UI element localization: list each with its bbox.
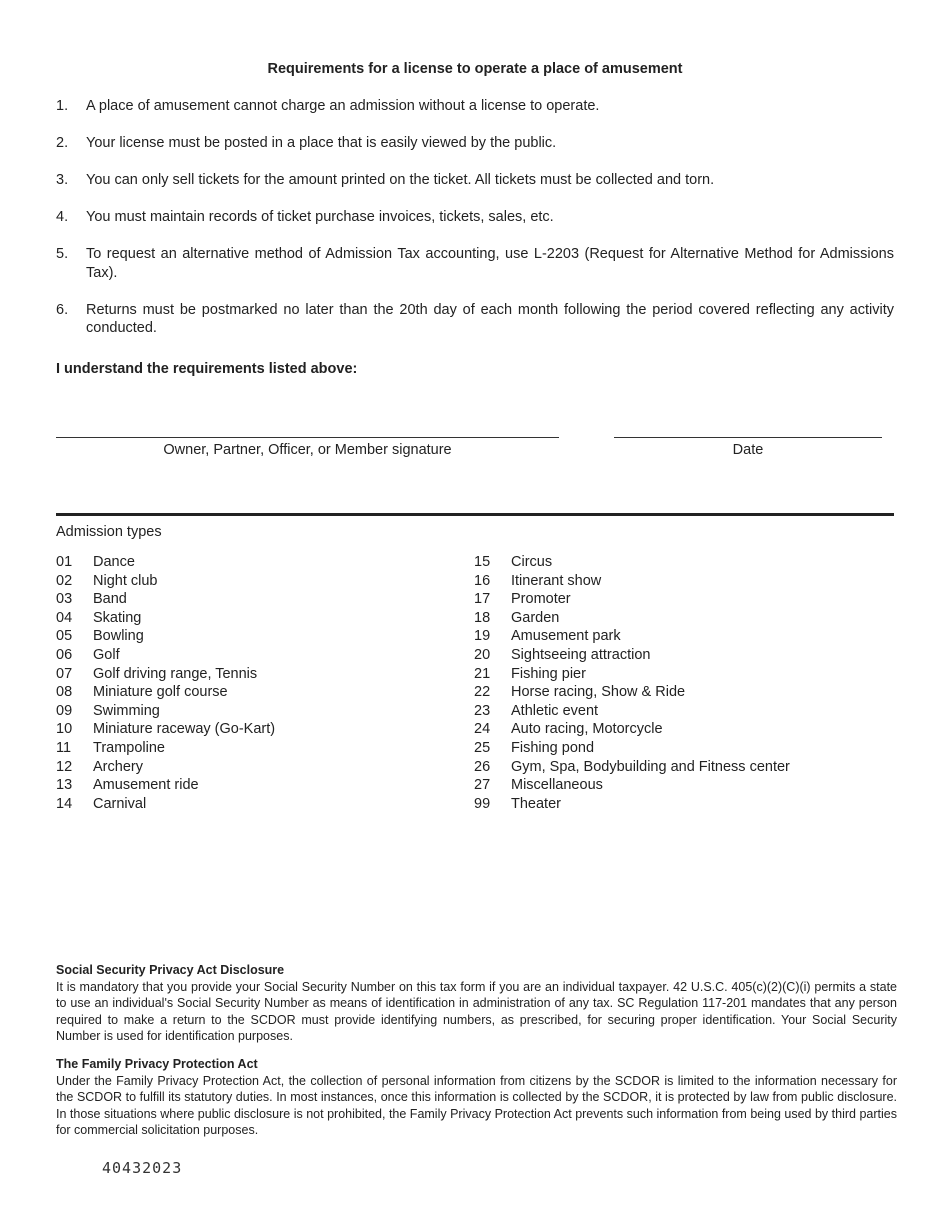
admission-type-item — [56, 590, 275, 609]
admission-type-item — [56, 553, 275, 572]
family-privacy-heading: The Family Privacy Protection Act — [56, 1057, 258, 1071]
admission-code: 19 — [474, 628, 491, 645]
admission-type-item — [474, 795, 790, 814]
signature-label: Owner, Partner, Officer, or Member signature — [163, 442, 452, 458]
admission-type-item — [474, 609, 790, 628]
admission-code: 99 — [474, 795, 491, 812]
admission-code: 23 — [474, 702, 491, 719]
admission-code: 14 — [56, 795, 73, 812]
admission-type-item — [56, 572, 275, 591]
admission-label: Carnival — [93, 795, 147, 812]
admission-type-item — [474, 683, 790, 702]
admission-type-item — [56, 646, 275, 665]
admission-label: Amusement ride — [93, 777, 199, 794]
requirement-text: A place of amusement cannot charge an admission without a license to operate. — [86, 98, 600, 114]
admission-label: Garden — [511, 609, 560, 626]
admission-type-item — [56, 702, 275, 721]
admission-code: 04 — [56, 609, 73, 626]
admission-type-item — [474, 758, 790, 777]
admission-type-item — [56, 720, 275, 739]
requirement-item — [56, 245, 894, 282]
admission-label: Fishing pier — [511, 665, 586, 682]
admission-label: Dance — [93, 554, 135, 570]
admission-code: 21 — [474, 665, 491, 682]
admission-code: 15 — [474, 554, 491, 570]
admission-code: 22 — [474, 684, 491, 701]
ssn-disclosure — [56, 962, 897, 1045]
admission-code: 09 — [56, 702, 73, 719]
admission-code: 08 — [56, 684, 73, 701]
requirement-item — [56, 134, 894, 153]
requirement-number: 1. — [56, 98, 69, 114]
admission-code: 24 — [474, 721, 491, 738]
admission-code: 05 — [56, 628, 73, 645]
requirement-item — [56, 171, 894, 190]
admission-code: 17 — [474, 591, 491, 608]
form-id-number: 40432023 — [102, 1159, 183, 1177]
admission-label: Circus — [511, 554, 553, 570]
admission-type-item — [474, 720, 790, 739]
admission-label: Miscellaneous — [511, 777, 603, 794]
admission-label: Night club — [93, 572, 158, 589]
requirement-text: To request an alternative method of Admission Tax accounting, use L-2203 (Request for Alternative Method for Admissions Tax). — [86, 246, 894, 281]
admission-code: 06 — [56, 646, 73, 663]
admission-list-left — [56, 553, 275, 813]
admission-type-item — [56, 758, 275, 777]
admission-label: Swimming — [93, 702, 160, 719]
requirement-number: 6. — [56, 301, 69, 318]
ssn-disclosure-heading: Social Security Privacy Act Disclosure — [56, 963, 285, 977]
admission-type-item — [56, 627, 275, 646]
admission-code: 10 — [56, 721, 73, 738]
admission-label: Skating — [93, 609, 142, 626]
admission-label: Miniature golf course — [93, 684, 228, 701]
date-line[interactable] — [614, 437, 882, 438]
admission-label: Amusement park — [511, 628, 621, 645]
admission-code: 11 — [56, 739, 72, 756]
admission-code: 16 — [474, 572, 491, 589]
requirement-text: Your license must be posted in a place that is easily viewed by the public. — [86, 135, 557, 151]
admission-label: Golf driving range, Tennis — [93, 665, 258, 682]
admission-code: 02 — [56, 572, 73, 589]
admission-label: Fishing pond — [511, 739, 595, 756]
page-title: Requirements for a license to operate a place of amusement — [267, 61, 683, 77]
admission-type-item — [56, 795, 275, 814]
admission-type-item — [474, 627, 790, 646]
admission-code: 27 — [474, 777, 491, 794]
admission-code: 03 — [56, 591, 73, 608]
admission-code: 20 — [474, 646, 491, 663]
admission-types-heading: Admission types — [56, 524, 162, 540]
signature-line[interactable] — [56, 437, 559, 438]
admission-type-item — [56, 739, 275, 758]
admission-label: Theater — [511, 795, 561, 812]
admission-label: Archery — [93, 758, 143, 775]
ssn-disclosure-text: It is mandatory that you provide your Social Security Number on this tax form if you are an individual taxpayer. 42 U.S.C. 405(c)(2)(C)(i) permits a state to use an individual's Social Security Number as means of identification in administration of any tax. SC Regulation 117-201 mandates that any person required to make a return to the SCDOR must provide identifying numbers, as prescribed, for securing proper identification. Your Social Security Number is used for identification purposes. — [56, 979, 897, 1044]
admission-label: Sightseeing attraction — [511, 646, 651, 663]
requirement-text: Returns must be postmarked no later than the 20th day of each month following the period covered reflecting any activity conducted. — [86, 301, 894, 336]
admission-type-item — [56, 683, 275, 702]
admission-label: Itinerant show — [511, 572, 602, 589]
admission-label: Promoter — [511, 591, 571, 608]
admission-code: 18 — [474, 609, 491, 626]
admission-type-item — [474, 739, 790, 758]
admission-list-right — [474, 553, 790, 813]
admission-label: Horse racing, Show & Ride — [511, 684, 686, 701]
requirement-number: 4. — [56, 209, 69, 225]
admission-code: 07 — [56, 665, 73, 682]
admission-code: 25 — [474, 739, 491, 756]
admission-label: Gym, Spa, Bodybuilding and Fitness center — [511, 758, 790, 775]
admission-type-item — [56, 776, 275, 795]
acknowledgement-heading: I understand the requirements listed above: — [56, 361, 358, 377]
admission-type-item — [474, 776, 790, 795]
requirement-text: You must maintain records of ticket purchase invoices, tickets, sales, etc. — [86, 209, 554, 225]
admission-type-item — [56, 609, 275, 628]
admission-type-item — [56, 665, 275, 684]
admission-label: Golf — [93, 646, 120, 663]
admission-type-item — [474, 702, 790, 721]
admission-label: Band — [93, 591, 127, 608]
admission-type-item — [474, 665, 790, 684]
requirement-text: You can only sell tickets for the amount printed on the ticket. All tickets must be collected and torn. — [86, 172, 715, 188]
date-label: Date — [732, 442, 764, 458]
requirement-number: 2. — [56, 135, 69, 151]
requirement-item — [56, 301, 894, 338]
requirement-number: 5. — [56, 246, 69, 262]
requirement-number: 3. — [56, 172, 69, 188]
admission-label: Miniature raceway (Go-Kart) — [93, 721, 276, 738]
family-privacy-text: Under the Family Privacy Protection Act, the collection of personal information from citizens by the SCDOR is limited to the information necessary for the SCDOR to fulfill its statutory duties. In most instances, once this information is collected by the SCDOR, it is protected by law from public disclosure. In those situations where public disclosure is not prohibited, the Family Privacy Protection Act prevents such information from being used by third parties for commercial solicitation purposes. — [56, 1073, 897, 1138]
requirement-item — [56, 208, 894, 227]
admission-code: 01 — [56, 554, 73, 570]
admission-label: Athletic event — [511, 702, 599, 719]
admission-label: Auto racing, Motorcycle — [511, 721, 663, 738]
admission-label: Bowling — [93, 628, 144, 645]
requirement-item — [56, 97, 894, 116]
admission-label: Trampoline — [93, 739, 165, 756]
family-privacy-disclosure — [56, 1056, 897, 1139]
admission-type-item — [474, 553, 790, 572]
section-divider — [56, 513, 894, 516]
admission-type-item — [474, 572, 790, 591]
admission-code: 26 — [474, 758, 491, 775]
admission-type-item — [474, 646, 790, 665]
admission-type-item — [474, 590, 790, 609]
requirements-list — [56, 97, 894, 356]
admission-code: 12 — [56, 758, 73, 775]
admission-code: 13 — [56, 777, 73, 794]
